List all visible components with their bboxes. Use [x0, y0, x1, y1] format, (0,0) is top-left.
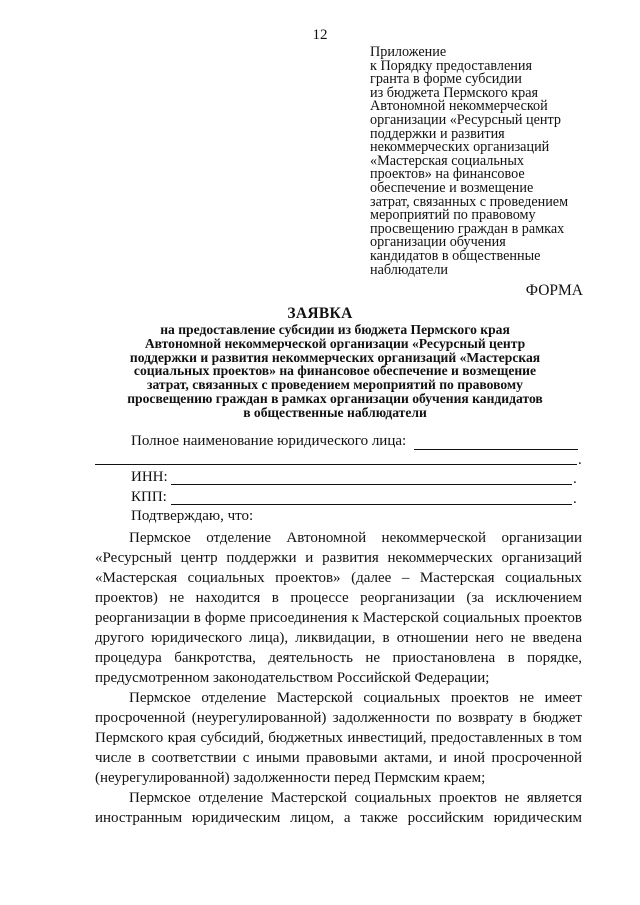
annex-line: кандидатов в общественные: [370, 247, 541, 264]
paragraph-line: процедура банкротства, деятельность не приостановлена в порядке,: [95, 650, 582, 666]
confirm-label: Подтверждаю, что:: [131, 508, 254, 524]
annex-line: просвещению граждан в рамках: [370, 220, 565, 237]
annex-line: наблюдатели: [370, 261, 449, 278]
kpp-field[interactable]: [171, 504, 572, 505]
paragraph-line: Пермское отделение Мастерской социальных проектов не является: [129, 790, 582, 806]
annex-line: некоммерческих организаций: [370, 139, 550, 156]
subtitle-line: социальных проектов» на финансовое обеспечение и возмещение: [133, 363, 537, 379]
paragraph-line: (неурегулированной) задолженности перед Пермским краем;: [95, 770, 486, 786]
annex-block: [370, 46, 620, 277]
subtitle-line: на предоставление субсидии из бюджета Пермского края: [160, 322, 510, 337]
paragraph: [95, 528, 582, 688]
annex-line: проектов» на финансовое: [370, 166, 525, 183]
kpp-label: КПП:: [131, 489, 167, 505]
annex-line: Приложение: [370, 44, 447, 60]
subtitle-line: Автономной некоммерческой организации «Ресурсный центр: [144, 335, 526, 351]
annex-line: организации «Ресурсный центр: [370, 111, 561, 128]
paragraph-line: числе в соответствии с иными правовыми актами, и иной просроченной: [95, 750, 582, 766]
subtitle-line: поддержки и развития некоммерческих организаций «Мастерская: [129, 349, 541, 365]
annex-line: к Порядку предоставления: [370, 57, 532, 74]
subtitle-line: просвещению граждан в рамках организации обучения кандидатов: [127, 390, 543, 406]
paragraph-line: «Мастерская социальных проектов» (далее – Мастерская социальных: [95, 570, 582, 586]
paragraph-line: Пермское отделение Автономной некоммерческой организации: [129, 530, 582, 546]
paragraph-line: иностранным юридическим лицом, а также российским юридическим: [95, 810, 582, 826]
inn-label: ИНН:: [131, 469, 168, 485]
paragraph: [95, 788, 582, 828]
annex-line: гранта в форме субсидии: [370, 71, 522, 88]
paragraph-line: Пермское отделение Мастерской социальных проектов не имеет: [129, 690, 582, 706]
annex-line: Автономной некоммерческой: [370, 98, 548, 115]
paragraph-line: просроченной (неурегулированной) задолженности по возврату в бюджет: [95, 710, 582, 726]
paragraph-line: проектов) не находится в процессе реорганизации (за исключением: [95, 590, 582, 606]
forma-label: ФОРМА: [525, 282, 583, 299]
paragraph-line: Пермского края субсидий, бюджетных инвестиций, предоставленных в том: [95, 730, 582, 746]
paragraph-line: реорганизации в форме присоединения к Мастерской социальных проектов: [95, 610, 582, 626]
annex-line: мероприятий по правовому: [370, 207, 536, 224]
annex-line: организации обучения: [370, 234, 506, 251]
paragraph-line: предусмотренном законодательством Российской Федерации;: [95, 670, 490, 686]
subtitle-line: затрат, связанных с проведением мероприятий по правовому: [147, 377, 523, 393]
legal-name-field-line2[interactable]: [95, 464, 577, 465]
inn-field[interactable]: [171, 484, 572, 485]
body-paragraphs: [95, 528, 582, 828]
document-subtitle: [95, 323, 575, 420]
annex-line: обеспечение и возмещение: [370, 179, 534, 196]
annex-line: затрат, связанных с проведением: [370, 193, 569, 210]
paragraph-line: другого юридического лица), ликвидации, в отношении него не введена: [95, 630, 582, 646]
inn-dot: .: [573, 471, 577, 487]
page-number: 12: [312, 27, 328, 43]
legal-name-label: Полное наименование юридического лица:: [131, 433, 407, 449]
annex-line: поддержки и развития: [370, 125, 505, 142]
paragraph: [95, 688, 582, 788]
annex-line: из бюджета Пермского края: [370, 84, 539, 101]
paragraph-line: «Ресурсный центр поддержки и развития некоммерческих организаций: [95, 550, 582, 566]
document-title: ЗАЯВКА: [287, 305, 353, 322]
legal-name-field[interactable]: [414, 449, 578, 450]
kpp-dot: .: [573, 491, 577, 507]
annex-line: «Мастерская социальных: [370, 152, 525, 169]
legal-name-dot: .: [578, 452, 582, 468]
subtitle-line: в общественные наблюдатели: [243, 404, 427, 420]
